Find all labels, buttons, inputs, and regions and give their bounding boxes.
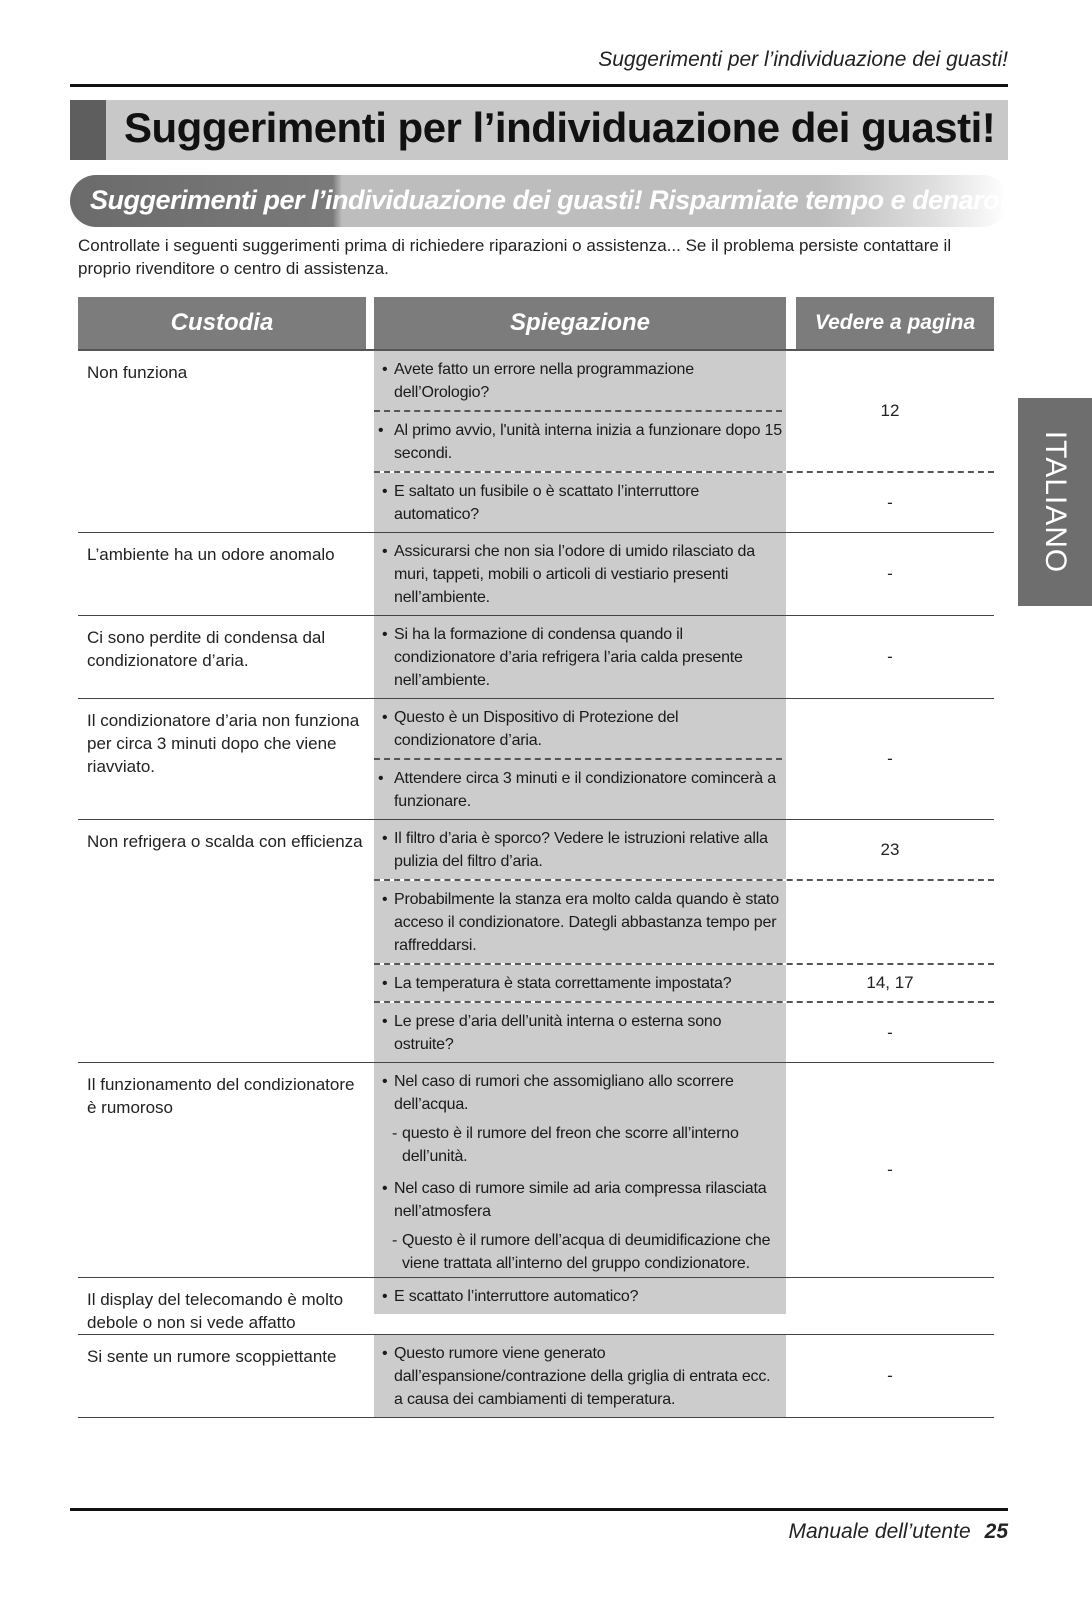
- explanation-groups: [374, 1063, 994, 1277]
- explanation-item: • Questo rumore viene generato dall’espansione/contrazione della griglia di entrata ecc. a causa dei cambiamenti di temperatura.: [378, 1335, 782, 1417]
- table-row: [78, 616, 994, 699]
- explanation-group: [374, 1001, 994, 1062]
- footer-label: Manuale dell’utente: [788, 1520, 971, 1543]
- page-reference: -: [887, 1022, 893, 1042]
- explanation-item: • La temperatura è stata correttamente impostata?: [378, 965, 782, 1001]
- title-block-decoration: [70, 100, 106, 160]
- table-row: [78, 820, 994, 1063]
- explanation-group: [374, 963, 994, 1001]
- footer: [70, 1520, 1008, 1544]
- explanation-item: • Attendere circa 3 minuti e il condizionatore comincerà a funzionare.: [374, 758, 782, 819]
- explanation-item: • Assicurarsi che non sia l’odore di umido rilasciato da muri, tappeti, mobili o articoli di vestiario presenti nell’ambiente.: [378, 533, 782, 615]
- title-bar: [70, 100, 1008, 160]
- explanation-groups: [374, 351, 994, 532]
- page-reference: -: [887, 647, 893, 666]
- explanation-groups: [374, 616, 994, 698]
- page-reference: -: [887, 1366, 893, 1385]
- table-row: [78, 1278, 994, 1335]
- case-cell: L’ambiente ha un odore anomalo: [87, 545, 335, 564]
- header-rule: [70, 84, 1008, 87]
- page-reference: [786, 881, 994, 963]
- explanation-group: [374, 533, 994, 615]
- page-reference: -: [887, 492, 893, 512]
- explanation-cell: [374, 351, 786, 471]
- explanation-cell: [374, 1278, 786, 1314]
- explanation-item: • Avete fatto un errore nella programmazione dell’Orologio?: [378, 351, 782, 410]
- table-row: [78, 351, 994, 533]
- troubleshooting-table: [78, 351, 994, 1418]
- explanation-item: • Le prese d’aria dell’unità interna o esterna sono ostruite?: [378, 1003, 782, 1062]
- explanation-cell: [374, 473, 786, 532]
- page-reference: -: [887, 1160, 893, 1179]
- page-reference: -: [887, 749, 893, 768]
- explanation-cell: [374, 1063, 786, 1277]
- case-cell: Il condizionatore d’aria non funziona per circa 3 minuti dopo che viene riavviato.: [87, 711, 360, 776]
- case-cell: Il display del telecomando è molto debole o non si vede affatto: [87, 1290, 344, 1332]
- explanation-group: [374, 820, 994, 879]
- explanation-group: [374, 699, 994, 819]
- case-cell: Il funzionamento del condizionatore è rumoroso: [87, 1075, 355, 1117]
- page-title: Suggerimenti per l’individuazione dei guasti!: [124, 104, 996, 151]
- explanation-item: • Il filtro d’aria è sporco? Vedere le istruzioni relative alla pulizia del filtro d’aria.: [378, 820, 782, 879]
- case-cell: Non funziona: [87, 363, 188, 382]
- explanation-cell: [374, 881, 786, 963]
- explanation-cell: [374, 699, 786, 819]
- running-header: Suggerimenti per l’individuazione dei guasti!: [598, 48, 1008, 71]
- explanation-groups: [374, 820, 994, 1062]
- table-row: [78, 533, 994, 616]
- explanation-groups: [374, 1278, 994, 1334]
- explanation-group: [374, 351, 994, 471]
- language-tab-label: ITALIANO: [1039, 430, 1073, 574]
- explanation-item: • Si ha la formazione di condensa quando il condizionatore d’aria refrigera l’aria calda presente nell’ambiente.: [378, 616, 782, 698]
- page-reference: [786, 1278, 994, 1314]
- subtitle-bar: [70, 175, 1008, 227]
- explanation-item: • Nel caso di rumori che assomigliano allo scorrere dell’acqua.: [378, 1063, 782, 1122]
- section-subtitle: Suggerimenti per l’individuazione dei guasti! Risparmiate tempo e denaro!: [90, 185, 1008, 215]
- table-row: [78, 699, 994, 820]
- explanation-groups: [374, 1335, 994, 1417]
- page-number: 25: [984, 1520, 1008, 1543]
- explanation-cell: [374, 820, 786, 879]
- explanation-subitem: - questo è il rumore del freon che scorre all’interno dell’unità.: [378, 1122, 782, 1170]
- page-reference: 14, 17: [866, 973, 914, 992]
- explanation-cell: [374, 965, 786, 1001]
- explanation-group: [374, 1278, 994, 1314]
- column-header-page: Vedere a pagina: [796, 297, 994, 349]
- explanation-item: • Al primo avvio, l'unità interna inizia a funzionare dopo 15 secondi.: [374, 410, 782, 471]
- explanation-groups: [374, 699, 994, 819]
- case-cell: Non refrigera o scalda con efficienza: [87, 832, 363, 851]
- explanation-group: [374, 471, 994, 532]
- explanation-cell: [374, 1003, 786, 1062]
- explanation-group: [374, 616, 994, 698]
- explanation-cell: [374, 616, 786, 698]
- table-row: [78, 1063, 994, 1278]
- footer-rule: [70, 1508, 1008, 1511]
- explanation-group: [374, 1335, 994, 1417]
- case-cell: Ci sono perdite di condensa dal condizionatore d’aria.: [87, 628, 326, 670]
- page-reference: -: [887, 564, 893, 583]
- explanation-group: [374, 879, 994, 963]
- explanation-item: • E saltato un fusibile o è scattato l’interruttore automatico?: [378, 473, 782, 532]
- explanation-subitem: - Questo è il rumore dell’acqua di deumidificazione che viene trattata all’interno del gruppo condizionatore.: [378, 1229, 782, 1277]
- explanation-item: • Nel caso di rumore simile ad aria compressa rilasciata nell’atmosfera: [378, 1170, 782, 1229]
- column-header-case: Custodia: [78, 297, 366, 349]
- explanation-groups: [374, 533, 994, 615]
- explanation-cell: [374, 1335, 786, 1417]
- explanation-cell: [374, 533, 786, 615]
- page-reference: 23: [880, 839, 900, 859]
- explanation-group: [374, 1063, 994, 1277]
- table-row: [78, 1335, 994, 1418]
- intro-text: Controllate i seguenti suggerimenti prima di richiedere riparazioni o assistenza... Se il problema persiste contattare il proprio rivenditore o centro di assistenza.: [78, 236, 952, 278]
- page-reference: 12: [880, 401, 900, 420]
- language-tab: [1018, 398, 1092, 606]
- explanation-item: • Probabilmente la stanza era molto calda quando è stato acceso il condizionatore. Dategli abbastanza tempo per raffreddarsi.: [378, 881, 782, 963]
- column-header-explanation: Spiegazione: [374, 297, 786, 349]
- explanation-item: • Questo è un Dispositivo di Protezione del condizionatore d’aria.: [378, 699, 782, 758]
- explanation-item: • E scattato l’interruttore automatico?: [378, 1278, 782, 1314]
- case-cell: Si sente un rumore scoppiettante: [87, 1347, 337, 1366]
